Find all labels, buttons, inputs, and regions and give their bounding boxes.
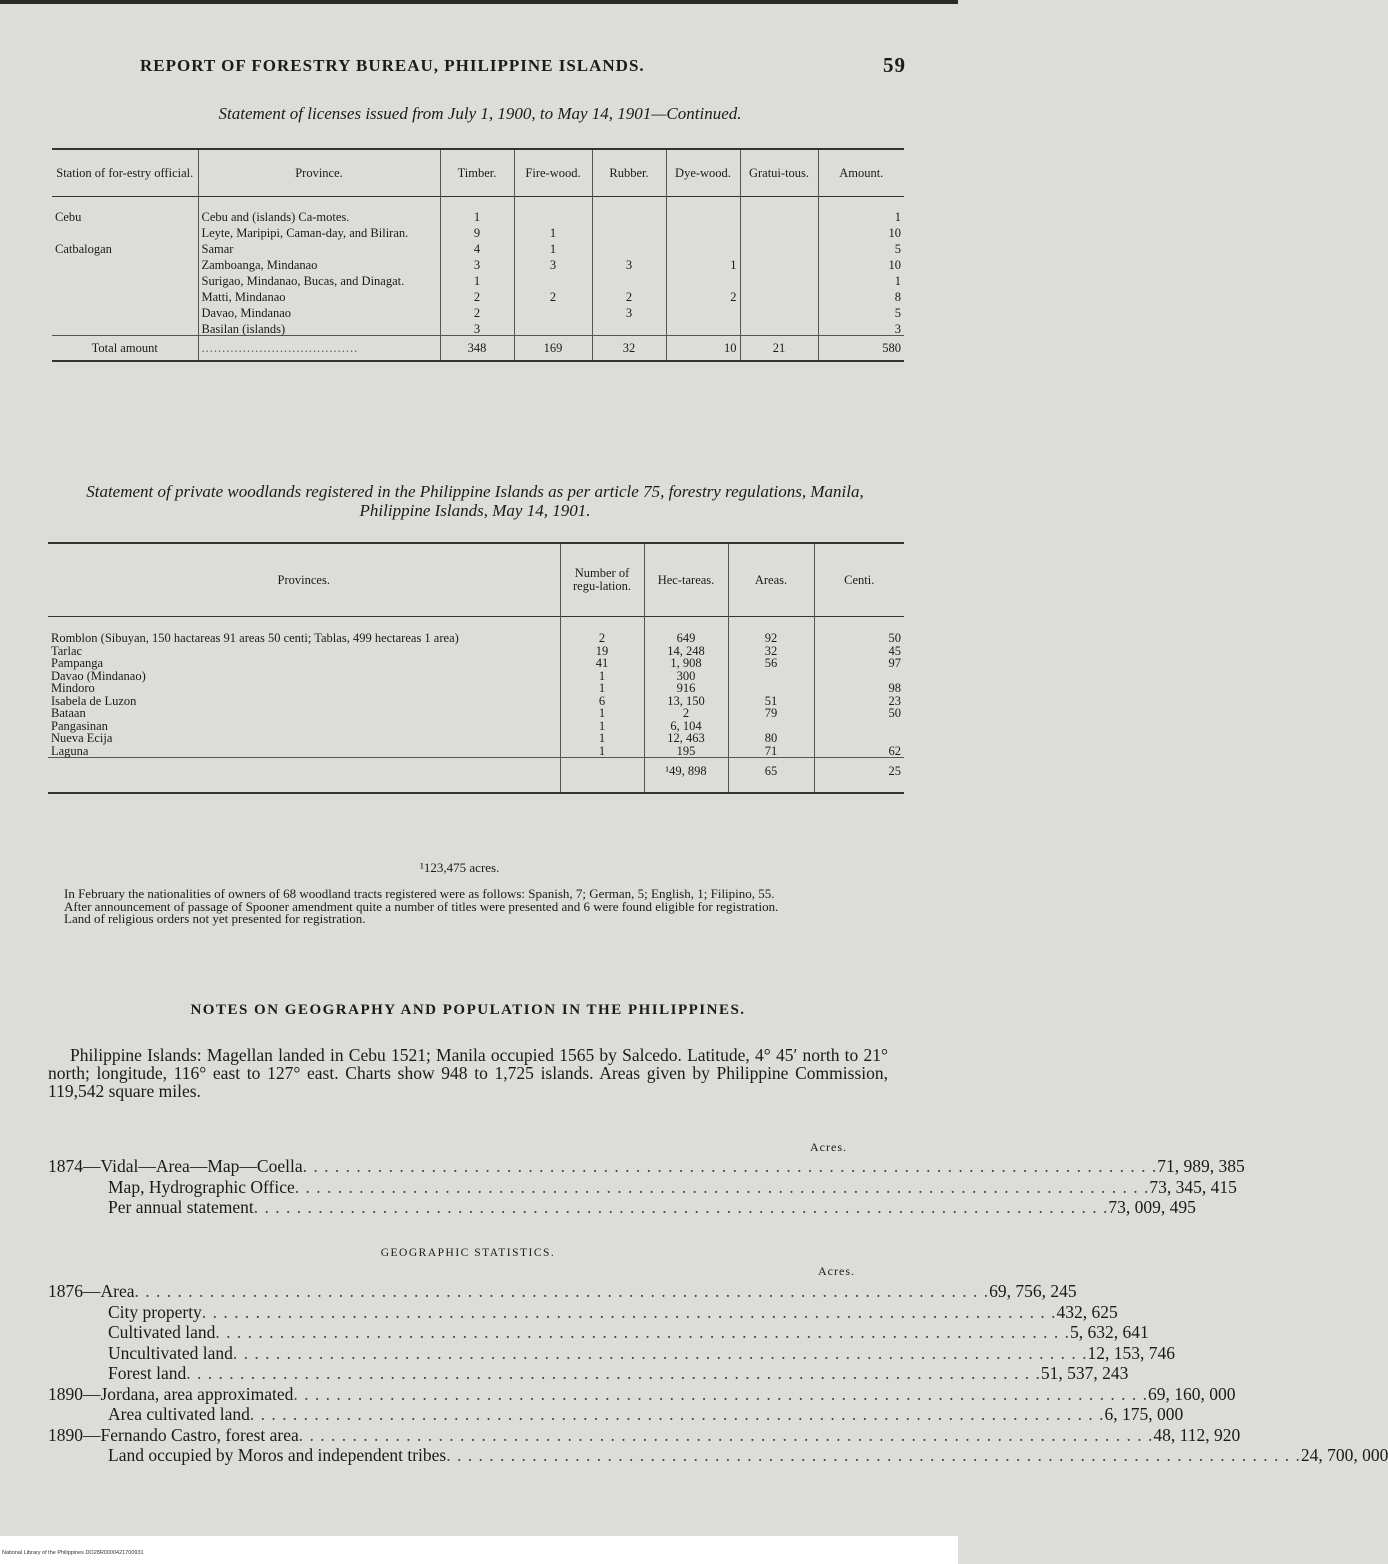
running-title: REPORT OF FORESTRY BUREAU, PHILIPPINE ISLANDS. (140, 56, 645, 75)
col-areas: Areas. (728, 543, 814, 617)
cell-number: 1 (560, 670, 644, 683)
list-item (48, 1156, 1245, 1177)
dot-leader: . . . . . . . . . . . . . . . . . . . . . . . . . . . . . . . . . . . . . . . . . . . . . . . . . . . . . . . . . . . . . . . . . . . . . . . . . . . . . . . . (253, 1197, 1109, 1217)
table-row (52, 197, 904, 224)
item-value: 12, 153, 746 (1087, 1342, 1176, 1363)
item-label: City property (108, 1301, 202, 1322)
cell-number: 2 (560, 617, 644, 645)
col-hectares: Hec-tareas. (644, 543, 728, 617)
cell-gratuitous (740, 255, 818, 271)
cell-dyewood (666, 239, 740, 255)
page-number: 59 (883, 53, 906, 77)
cell-centi: 50 (814, 707, 904, 720)
dot-leader: . . . . . . . . . . . . . . . . . . . . . . . . . . . . . . . . . . . . . . . . . . . . . . . . . . . . . . . . . . . . . . . . . . . . . . . . . . . . . . . . (215, 1322, 1071, 1342)
cell-hectares: 12, 463 (644, 732, 728, 745)
cell-number: 19 (560, 645, 644, 658)
cell-province: Leyte, Maripipi, Caman-day, and Biliran. (198, 223, 440, 239)
cell-areas: 92 (728, 617, 814, 645)
cell-rubber (592, 239, 666, 255)
table-row (52, 239, 904, 255)
dot-leader: . . . . . . . . . . . . . . . . . . . . . . . . . . . . . . . . . . . . . . . . . . . . . . . . . . . . . . . . . . . . . . . . . . . . . . . . . . . . . . . . (134, 1281, 990, 1301)
cell-station (52, 303, 198, 319)
cell-hectares: 916 (644, 682, 728, 695)
cell-timber: 1 (440, 271, 514, 287)
footnote: ¹123,475 acres. (420, 860, 500, 875)
col-centi: Centi. (814, 543, 904, 617)
cell-centi: 50 (814, 617, 904, 645)
units-label: Acres. (818, 1264, 855, 1278)
cell-hectares: 1, 908 (644, 657, 728, 670)
item-value: 48, 112, 920 (1153, 1424, 1241, 1445)
cell-centi (814, 720, 904, 733)
table-row (48, 745, 904, 758)
woodlands-total-row (48, 758, 904, 793)
cell-firewood: 1 (514, 239, 592, 255)
cell-number: 1 (560, 720, 644, 733)
cell-province: Mindoro (51, 681, 95, 695)
cell-province: Tarlac (51, 643, 83, 658)
cell-centi (814, 732, 904, 745)
cell-station: Catbalogan (55, 242, 112, 256)
cell-rubber (592, 319, 666, 336)
item-value: 24, 700, 000 (1300, 1445, 1388, 1465)
cell-amount: 1 (818, 197, 904, 224)
cell-station (52, 319, 198, 336)
total-amount: 580 (818, 336, 904, 362)
list-item (48, 1197, 1196, 1218)
total-hectares: ¹49, 898 (644, 758, 728, 793)
col-dyewood: Dye-wood. (666, 149, 740, 197)
cell-province: Cebu and (islands) Ca-motes. (198, 197, 440, 224)
list-item (48, 1424, 1241, 1446)
cell-timber: 4 (440, 239, 514, 255)
cell-province: Nueva Ecija (51, 731, 113, 745)
cell-centi: 97 (814, 657, 904, 670)
cell-number: 41 (560, 657, 644, 670)
cell-province: Zamboanga, Mindanao (198, 255, 440, 271)
list-item (48, 1342, 1176, 1364)
table-row (48, 670, 904, 683)
list-item (48, 1445, 1388, 1466)
cell-province: Samar (198, 239, 440, 255)
cell-dyewood (666, 303, 740, 319)
licenses-header-row (52, 149, 904, 197)
cell-dyewood: 1 (666, 255, 740, 271)
cell-dyewood (666, 319, 740, 336)
col-provinces: Provinces. (277, 572, 330, 587)
cell-dyewood: 2 (666, 287, 740, 303)
item-label: Land occupied by Moros and independent tribes (108, 1445, 447, 1465)
cell-amount: 5 (818, 239, 904, 255)
woodlands-header-row (48, 543, 904, 617)
table-row (52, 287, 904, 303)
cell-timber: 2 (440, 287, 514, 303)
item-label: Area cultivated land (108, 1404, 250, 1424)
col-firewood: Fire-wood. (514, 149, 592, 197)
cell-hectares: 6, 104 (644, 720, 728, 733)
cell-timber: 3 (440, 319, 514, 336)
cell-province: Matti, Mindanao (198, 287, 440, 303)
item-value: 69, 756, 245 (989, 1281, 1077, 1301)
cell-rubber: 2 (592, 287, 666, 303)
units-label: Acres. (810, 1140, 847, 1154)
total-areas: 65 (728, 758, 814, 793)
cell-province: Pangasinan (51, 718, 108, 733)
cell-dyewood (666, 223, 740, 239)
item-value: 69, 160, 000 (1148, 1383, 1236, 1404)
dot-leader: . . . . . . . . . . . . . . . . . . . . . . . . . . . . . . . . . . . . . . . . . . . . . . . . . . . . . . . . . . . . . . . . . . . . . . . . . . . . . . . . (186, 1363, 1041, 1383)
cell-areas: 80 (728, 732, 814, 745)
stats-title: GEOGRAPHIC STATISTICS. (380, 1247, 556, 1259)
item-label: Cultivated land (108, 1322, 216, 1342)
total-spacer (48, 758, 560, 793)
running-head (140, 53, 910, 77)
item-label: 1874—Vidal—Area—Map—Coella (48, 1156, 303, 1176)
note-paragraph: After announcement of passage of Spooner amendment quite a number of titles were presented and 6 were found eligible for registration. (64, 898, 779, 914)
dot-leader: . . . . . . . . . . . . . . . . . . . . . . . . . . . . . . . . . . . . . . . . . . . . . . . . . . . . . . . . . . . . . . . . . . . . . . . . . . . . . . . . (293, 1383, 1149, 1404)
cell-number: 1 (560, 732, 644, 745)
cell-amount: 10 (818, 255, 904, 271)
table-row (48, 657, 904, 670)
cell-gratuitous (740, 239, 818, 255)
cell-timber: 9 (440, 223, 514, 239)
cell-gratuitous (740, 303, 818, 319)
cell-areas: 32 (728, 645, 814, 658)
scan-credit: National Library of the Philippines DO28R0000421700931 (2, 1550, 144, 1556)
area-estimates-list (48, 1156, 1245, 1218)
total-gratuitous: 21 (740, 336, 818, 362)
table-row (52, 303, 904, 319)
item-value: 71, 989, 385 (1157, 1156, 1245, 1176)
dot-leader: . . . . . . . . . . . . . . . . . . . . . . . . . . . . . . . . . . . . . . . . . . . . . . . . . . . . . . . . . . . . . . . . . . . . . . . . . . . . . . . . (232, 1342, 1088, 1363)
cell-amount: 1 (818, 271, 904, 287)
item-value: 51, 537, 243 (1040, 1363, 1129, 1383)
cell-province: Davao, Mindanao (198, 303, 440, 319)
cell-number: 1 (560, 745, 644, 758)
cell-centi: 23 (814, 695, 904, 708)
cell-firewood (514, 303, 592, 319)
scan-footer (0, 1536, 958, 1564)
cell-timber: 2 (440, 303, 514, 319)
table-row (48, 707, 904, 720)
table-row (48, 617, 904, 645)
total-label: Total amount (91, 341, 158, 355)
section-title: NOTES ON GEOGRAPHY AND POPULATION IN THE PHILIPPINES. (190, 1002, 746, 1018)
cell-areas (728, 682, 814, 695)
item-label: Per annual statement (108, 1197, 254, 1217)
cell-hectares: 2 (644, 707, 728, 720)
cell-timber: 1 (440, 197, 514, 224)
cell-areas: 51 (728, 695, 814, 708)
item-value: 6, 175, 000 (1104, 1404, 1184, 1424)
cell-province: Bataan (51, 706, 86, 720)
cell-province: Laguna (51, 743, 89, 758)
table-row (52, 271, 904, 287)
list-item (48, 1301, 1118, 1323)
woodlands-caption: Statement of private woodlands registered in the Philippine Islands as per article 75, forestry regulations, Manila, Philippine Islands, May 14, 1901. (86, 482, 864, 520)
col-amount: Amount. (818, 149, 904, 197)
item-value: 5, 632, 641 (1070, 1322, 1149, 1342)
col-timber: Timber. (440, 149, 514, 197)
dot-leader: ...................................... (198, 336, 440, 362)
scan-edge (0, 0, 958, 4)
cell-province: Davao (Mindanao) (51, 668, 146, 683)
cell-firewood: 1 (514, 223, 592, 239)
cell-rubber (592, 223, 666, 239)
cell-station (52, 223, 198, 239)
table-row (48, 732, 904, 745)
cell-hectares: 14, 248 (644, 645, 728, 658)
cell-province: Pampanga (51, 656, 104, 670)
item-value: 432, 625 (1056, 1301, 1118, 1322)
item-label: Uncultivated land (108, 1342, 233, 1363)
total-timber: 348 (440, 336, 514, 362)
woodlands-body (48, 617, 904, 758)
item-label: Map, Hydrographic Office (108, 1176, 295, 1197)
dot-leader: . . . . . . . . . . . . . . . . . . . . . . . . . . . . . . . . . . . . . . . . . . . . . . . . . . . . . . . . . . . . . . . . . . . . . . . . . . . . . . . . (249, 1404, 1105, 1424)
licenses-caption: Statement of licenses issued from July 1, 1900, to May 14, 1901—Continued. (218, 104, 742, 123)
cell-province: Isabela de Luzon (51, 693, 137, 708)
licenses-body (52, 197, 904, 336)
table-row (48, 682, 904, 695)
item-label: 1890—Fernando Castro, forest area (48, 1424, 299, 1445)
cell-station (52, 271, 198, 287)
dot-leader: . . . . . . . . . . . . . . . . . . . . . . . . . . . . . . . . . . . . . . . . . . . . . . . . . . . . . . . . . . . . . . . . . . . . . . . . . . . . . . . . (298, 1424, 1154, 1445)
cell-hectares: 195 (644, 745, 728, 758)
cell-station (52, 287, 198, 303)
list-item (48, 1383, 1236, 1405)
cell-province: Basilan (islands) (198, 319, 440, 336)
cell-areas: 79 (728, 707, 814, 720)
dot-leader: . . . . . . . . . . . . . . . . . . . . . . . . . . . . . . . . . . . . . . . . . . . . . . . . . . . . . . . . . . . . . . . . . . . . . . . . . . . . . . . . (302, 1156, 1158, 1176)
licenses-total-row (52, 336, 904, 362)
cell-firewood (514, 197, 592, 224)
table-row (52, 319, 904, 336)
list-item (48, 1281, 1077, 1302)
total-dyewood: 10 (666, 336, 740, 362)
cell-centi: 45 (814, 645, 904, 658)
dot-leader: . . . . . . . . . . . . . . . . . . . . . . . . . . . . . . . . . . . . . . . . . . . . . . . . . . . . . . . . . . . . . . . . . . . . . . . . . . . . . . . . (201, 1301, 1057, 1322)
col-rubber: Rubber. (592, 149, 666, 197)
cell-station: Cebu (55, 210, 82, 224)
item-label: 1876—Area (48, 1281, 135, 1301)
geographic-statistics-list (48, 1281, 1388, 1466)
total-spacer (560, 758, 644, 793)
cell-areas: 56 (728, 657, 814, 670)
col-station: Station of for-estry official. (56, 165, 194, 180)
cell-timber: 3 (440, 255, 514, 271)
cell-hectares: 300 (644, 670, 728, 683)
cell-hectares: 649 (644, 617, 728, 645)
cell-areas: 71 (728, 745, 814, 758)
cell-rubber (592, 197, 666, 224)
cell-gratuitous (740, 271, 818, 287)
cell-gratuitous (740, 287, 818, 303)
cell-firewood: 3 (514, 255, 592, 271)
total-rubber: 32 (592, 336, 666, 362)
cell-rubber: 3 (592, 303, 666, 319)
cell-gratuitous (740, 197, 818, 224)
woodland-notes (48, 888, 898, 926)
cell-firewood (514, 319, 592, 336)
dot-leader: . . . . . . . . . . . . . . . . . . . . . . . . . . . . . . . . . . . . . . . . . . . . . . . . . . . . . . . . . . . . . . . . . . . . . . . . . . . . . . . . (446, 1445, 1301, 1465)
list-item (48, 1363, 1129, 1384)
list-item (48, 1404, 1184, 1425)
cell-gratuitous (740, 223, 818, 239)
cell-province: Surigao, Mindanao, Bucas, and Dinagat. (198, 271, 440, 287)
cell-amount: 10 (818, 223, 904, 239)
cell-dyewood (666, 271, 740, 287)
cell-dyewood (666, 197, 740, 224)
cell-amount: 3 (818, 319, 904, 336)
cell-gratuitous (740, 319, 818, 336)
total-centi: 25 (814, 758, 904, 793)
item-value: 73, 009, 495 (1108, 1197, 1196, 1217)
item-label: 1890—Jordana, area approximated (48, 1383, 294, 1404)
cell-hectares: 13, 150 (644, 695, 728, 708)
woodlands-table (48, 542, 904, 794)
note-paragraph: In February the nationalities of owners of 68 woodland tracts registered were as follows: Spanish, 7; German, 5; English, 1; Filipino, 55. (64, 886, 775, 901)
cell-station (52, 255, 198, 271)
total-firewood: 169 (514, 336, 592, 362)
cell-province: Romblon (Sibuyan, 150 hactareas 91 areas 50 centi; Tablas, 499 hectareas 1 area) (51, 631, 459, 645)
cell-firewood (514, 271, 592, 287)
cell-amount: 5 (818, 303, 904, 319)
col-province: Province. (198, 149, 440, 197)
cell-firewood: 2 (514, 287, 592, 303)
table-row (52, 223, 904, 239)
intro-paragraph: Philippine Islands: Magellan landed in Cebu 1521; Manila occupied 1565 by Salcedo. Latitude, 4° 45′ north to 21° north; longitude, 116° east to 127° east. Charts show 948 to 1,725 islands. Areas given by Philippine Commission, 119,542 square miles. (48, 1045, 888, 1101)
item-label: Forest land (108, 1363, 187, 1383)
dot-leader: . . . . . . . . . . . . . . . . . . . . . . . . . . . . . . . . . . . . . . . . . . . . . . . . . . . . . . . . . . . . . . . . . . . . . . . . . . . . . . . . (294, 1176, 1150, 1197)
list-item (48, 1322, 1149, 1343)
cell-rubber (592, 271, 666, 287)
cell-number: 6 (560, 695, 644, 708)
list-item (48, 1176, 1237, 1198)
table-row (52, 255, 904, 271)
licenses-table (52, 148, 904, 362)
col-number: Number of regu-lation. (560, 543, 644, 617)
cell-amount: 8 (818, 287, 904, 303)
cell-areas (728, 670, 814, 683)
item-value: 73, 345, 415 (1149, 1176, 1237, 1197)
col-gratuitous: Gratui-tous. (740, 149, 818, 197)
note-paragraph: Land of religious orders not yet presented for registration. (64, 911, 366, 926)
cell-centi: 98 (814, 682, 904, 695)
cell-rubber: 3 (592, 255, 666, 271)
cell-number: 1 (560, 682, 644, 695)
cell-centi: 62 (814, 745, 904, 758)
cell-number: 1 (560, 707, 644, 720)
